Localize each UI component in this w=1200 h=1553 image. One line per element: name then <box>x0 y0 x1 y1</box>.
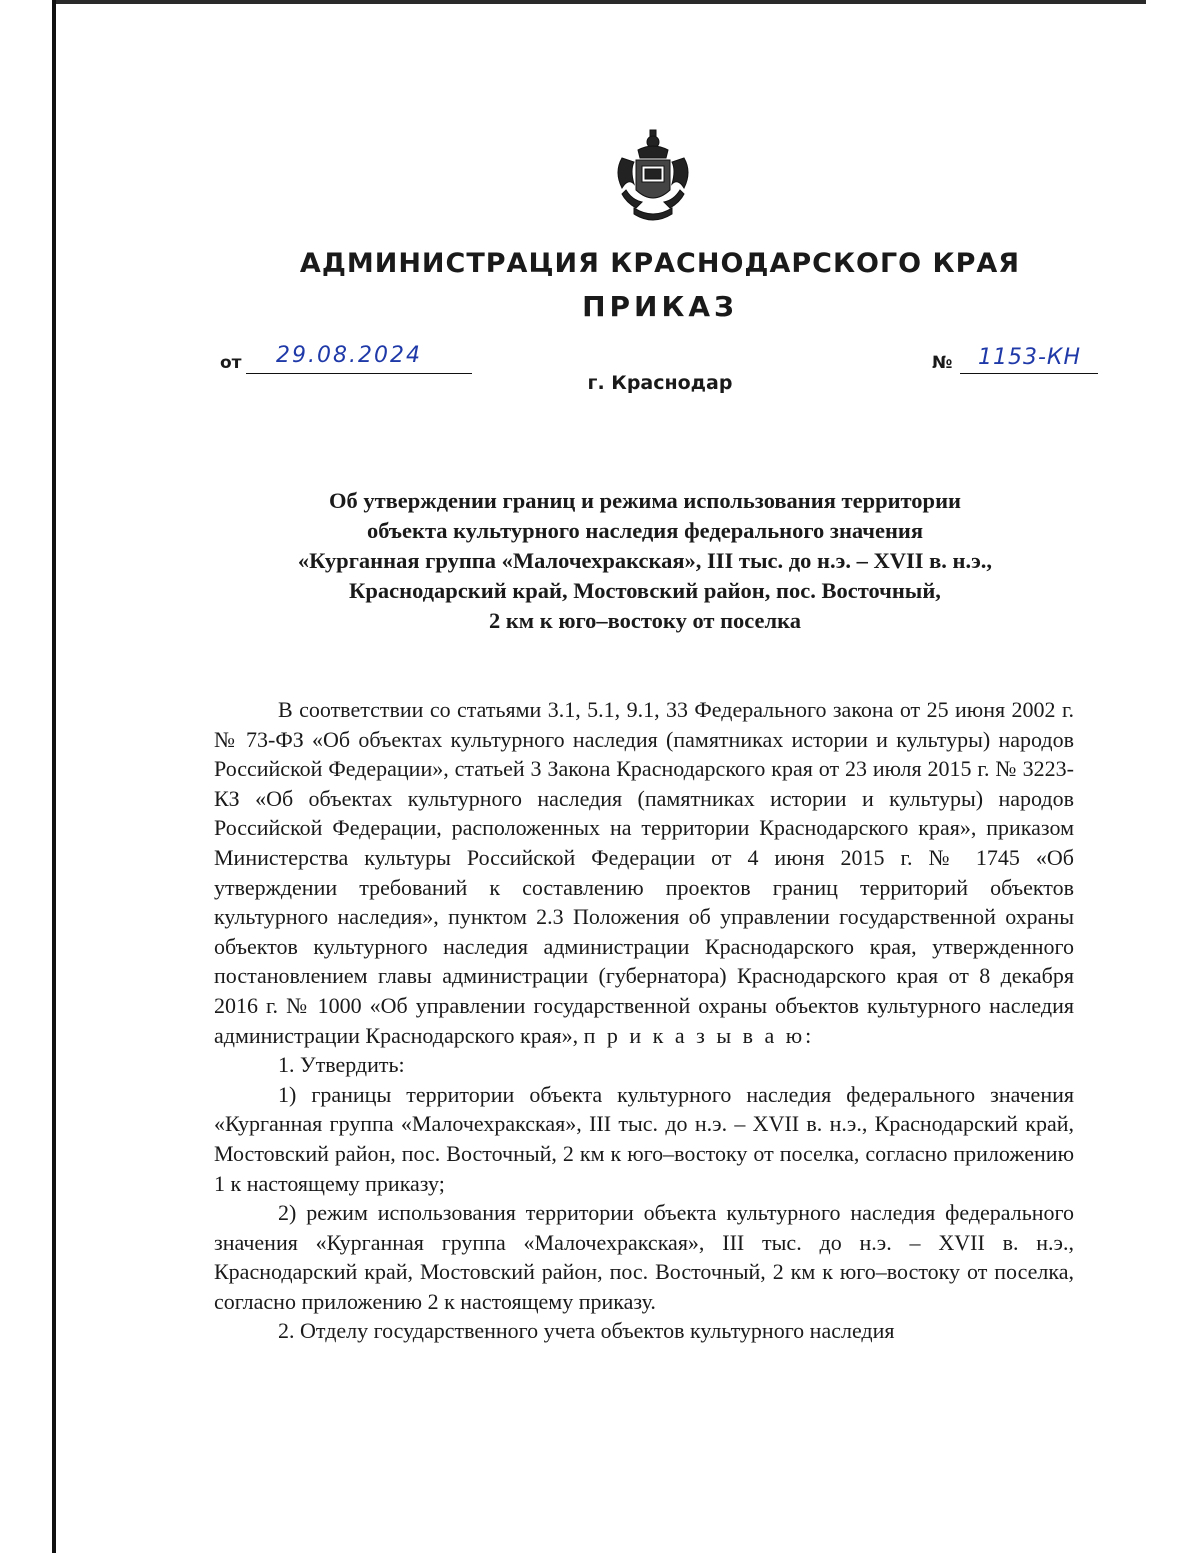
date-value: 29.08.2024 <box>276 343 422 368</box>
number-value: 1153-КН <box>978 345 1082 370</box>
date-label: от <box>220 353 242 373</box>
coat-of-arms-icon <box>612 128 694 228</box>
document-body <box>214 695 1074 1346</box>
paragraph <box>214 695 1074 1050</box>
title-line: объекта культурного наследия федерального значения <box>366 518 924 543</box>
title-line: Об утверждении границ и режима использования территории <box>328 488 962 513</box>
title-line: Краснодарский край, Мостовский район, пос. Восточный, <box>349 578 941 603</box>
page-left-edge <box>52 0 56 1553</box>
title-line: «Курганная группа «Малочехракская», III тыс. до н.э. – XVII в. н.э., <box>297 548 993 573</box>
document-title <box>200 486 1090 636</box>
city: г. Краснодар <box>587 372 733 394</box>
paragraph: 1) границы территории объекта культурного наследия федерального значения «Курганная группа «Малочехракская», III тыс. до н.э. – XVII в. н.э., Краснодарский край, Мостовский район, пос. Восточный, 2 км к юго–востоку от поселка, согласно приложению 1 к настоящему приказу; <box>214 1081 1074 1196</box>
paragraph-text: В соответствии со статьями 3.1, 5.1, 9.1, 33 Федерального закона от 25 июня 2002 г. № 73-ФЗ «Об объектах культурного наследия (памятниках истории и культуры) народов Российской Федерации», статьей 3 Закона Краснодарского края от 23 июля 2015 г. № 3223-КЗ «Об объектах культурного наследия (памятниках истории и культуры) народов Российской Федерации, расположенных на территории Краснодарского края», приказом Министерства культуры Российской Федерации от 4 июня 2015 г. № 1745 «Об утверждении требований к составлению проектов границ территорий объектов культурного наследия», пунктом 2.3 Положения об управлении государственной охраны объектов культурного наследия администрации Краснодарского края, утвержденного постановлением главы администрации (губернатора) Краснодарского края от 8 декабря 2016 г. № 1000 «Об управлении государственной охраны объектов культурного наследия администрации Краснодарского края», <box>214 697 1074 1048</box>
paragraph: 1. Утвердить: <box>278 1052 405 1078</box>
paragraph: 2) режим использования территории объекта культурного наследия федерального значения «Курганная группа «Малочехракская», III тыс. до н.э. – XVII в. н.э., Краснодарский край, Мостовский район, пос. Восточный, 2 км к юго–востоку от поселка, согласно приложению 2 к настоящему приказу. <box>214 1200 1074 1314</box>
page-top-edge <box>56 0 1146 4</box>
number-label: № <box>932 353 953 373</box>
order-word: п р и к а з ы в а ю: <box>583 1022 815 1048</box>
organization-name: АДМИНИСТРАЦИЯ КРАСНОДАРСКОГО КРАЯ <box>299 248 1021 279</box>
title-line: 2 км к юго–востоку от поселка <box>488 608 802 633</box>
paragraph: 2. Отделу государственного учета объектов культурного наследия <box>278 1318 895 1344</box>
document-type: ПРИКАЗ <box>582 290 738 323</box>
